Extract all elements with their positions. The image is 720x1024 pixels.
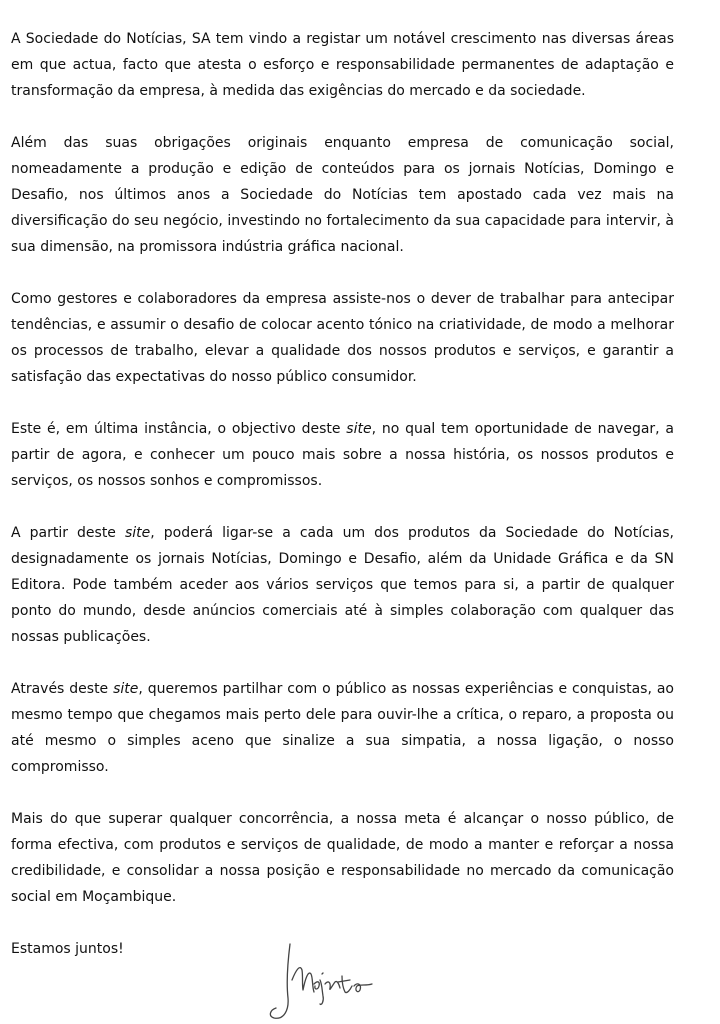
text-run: Mais do que superar qualquer concorrência, a nossa meta é alcançar o nosso público, de forma efectiva, com produtos e serviços de qualidade, de modo a manter e reforçar a nossa credibilidade, e consolidar a nossa posição e responsabilidade no mercado da comunicação social em Moçambique.	[11, 811, 674, 905]
handwritten-signature-icon	[262, 940, 382, 1024]
text-run: A partir deste	[11, 525, 125, 541]
text-run: , queremos partilhar com o público as nossas experiências e conquistas, ao mesmo tempo que chegamos mais perto dele para ouvir-lhe a crítica, o reparo, a proposta ou até mesmo o simples aceno que sinalize a sua simpatia, a nossa ligação, o nosso compromisso.	[11, 681, 674, 775]
italic-text: site	[113, 681, 139, 697]
paragraph	[11, 520, 674, 650]
paragraph-list	[11, 26, 674, 910]
letter-body	[11, 26, 674, 962]
text-run: , no qual tem oportunidade de navegar, a partir de agora, e conhecer um pouco mais sobre a nossa história, os nossos produtos e serviços, os nossos sonhos e compromissos.	[11, 421, 674, 489]
text-run: Além das suas obrigações originais enquanto empresa de comunicação social, nomeadamente a produção e edição de conteúdos para os jornais Notícias, Domingo e Desafio, nos últimos anos a Sociedade do Notícias tem apostado cada vez mais na diversificação do seu negócio, investindo no fortalecimento da sua capacidade para intervir, à sua dimensão, na promissora indústria gráfica nacional.	[11, 135, 674, 255]
paragraph	[11, 806, 674, 910]
text-run: Como gestores e colaboradores da empresa assiste-nos o dever de trabalhar para antecipar tendências, e assumir o desafio de colocar acento tónico na criatividade, de modo a melhorar os processos de trabalho, elevar a qualidade dos nossos produtos e serviços, e garantir a satisfação das expectativas do nosso público consumidor.	[11, 291, 674, 385]
text-run: A Sociedade do Notícias, SA tem vindo a registar um notável crescimento nas diversas áreas em que actua, facto que atesta o esforço e responsabilidade permanentes de adaptação e transformação da empresa, à medida das exigências do mercado e da sociedade.	[11, 31, 674, 99]
paragraph	[11, 416, 674, 494]
text-run: Através deste	[11, 681, 114, 697]
italic-text: site	[124, 525, 151, 541]
paragraph	[11, 286, 674, 390]
paragraph	[11, 26, 674, 104]
italic-text: site	[346, 421, 372, 437]
closing-line: Estamos juntos!	[11, 941, 124, 957]
text-run: , poderá ligar-se a cada um dos produtos da Sociedade do Notícias, designadamente os jornais Notícias, Domingo e Desafio, além da Unidade Gráfica e da SN Editora. Pode também aceder aos vários serviços que temos para si, a partir de qualquer ponto do mundo, desde anúncios comerciais até à simples colaboração com qualquer das nossas publicações.	[11, 525, 674, 645]
text-run: Este é, em última instância, o objectivo deste	[11, 421, 347, 437]
paragraph	[11, 130, 674, 260]
paragraph	[11, 676, 674, 780]
